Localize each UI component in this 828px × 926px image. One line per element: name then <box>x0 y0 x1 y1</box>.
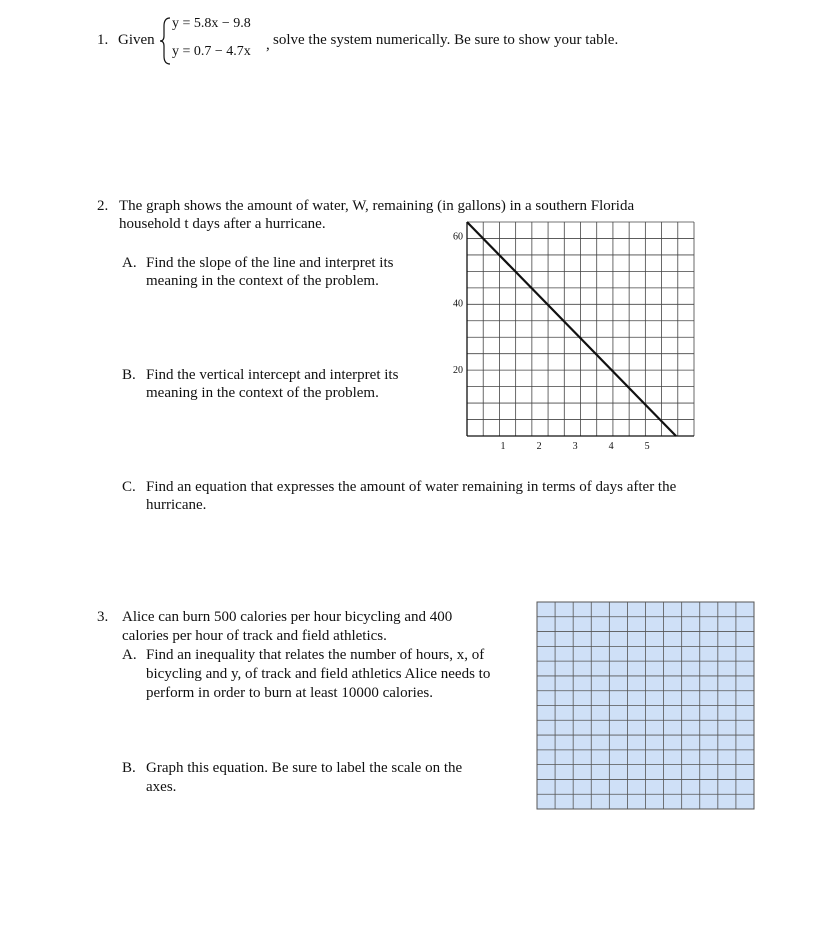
q2-part-c-label: C. <box>122 479 136 495</box>
x-tick-label: 4 <box>608 441 614 452</box>
y-tick-label: 40 <box>453 298 463 310</box>
x-tick-label: 3 <box>572 441 578 452</box>
q1-number: 1. <box>97 32 109 48</box>
q1-equation-2: y = 0.7 − 4.7x <box>172 44 251 59</box>
water-chart <box>440 210 710 460</box>
q1-comma: , <box>266 37 270 53</box>
q2-number: 2. <box>97 198 109 214</box>
q3-number: 3. <box>97 609 109 625</box>
q2-part-b-line-2: meaning in the context of the problem. <box>146 385 379 401</box>
q1-equation-1: y = 5.8x − 9.8 <box>172 16 251 31</box>
q3-part-a-line-3: perform in order to burn at least 10000 calories. <box>146 685 433 701</box>
q2-part-b-line-1: Find the vertical intercept and interpret its <box>146 367 399 383</box>
q2-part-a-line-2: meaning in the context of the problem. <box>146 273 379 289</box>
q2-part-c-line-2: hurricane. <box>146 497 207 513</box>
q3-line-1: Alice can burn 500 calories per hour bicycling and 400 <box>122 609 453 625</box>
q3-part-a-line-2: bicycling and y, of track and field athletics Alice needs to <box>146 666 491 682</box>
q2-part-c-line-1: Find an equation that expresses the amount of water remaining in terms of days after the <box>146 479 677 495</box>
x-tick-label: 2 <box>536 441 542 452</box>
x-tick-label: 1 <box>500 441 506 452</box>
water-line <box>467 222 676 436</box>
x-tick-label: 5 <box>644 441 650 452</box>
q3-part-a-line-1: Find an inequality that relates the number of hours, x, of <box>146 647 485 663</box>
q2-line-2: household t days after a hurricane. <box>119 216 326 232</box>
y-tick-label: 60 <box>453 231 463 243</box>
q2-part-b-label: B. <box>122 367 136 383</box>
y-tick-label: 20 <box>453 365 463 377</box>
system-brace <box>158 16 172 66</box>
q2-part-a-label: A. <box>122 255 137 271</box>
q1-text: solve the system numerically. Be sure to show your table. <box>273 32 619 48</box>
q3-line-2: calories per hour of track and field athletics. <box>122 628 387 644</box>
q1-given: Given <box>118 32 155 48</box>
q2-part-a-line-1: Find the slope of the line and interpret its <box>146 255 394 271</box>
q3-part-b-line-1: Graph this equation. Be sure to label the scale on the <box>146 760 463 776</box>
blank-graph-grid <box>535 600 757 812</box>
q2-line-1: The graph shows the amount of water, W, remaining (in gallons) in a southern Florida <box>119 198 635 214</box>
q3-part-a-label: A. <box>122 647 137 663</box>
q3-part-b-line-2: axes. <box>146 779 177 795</box>
q3-part-b-label: B. <box>122 760 136 776</box>
